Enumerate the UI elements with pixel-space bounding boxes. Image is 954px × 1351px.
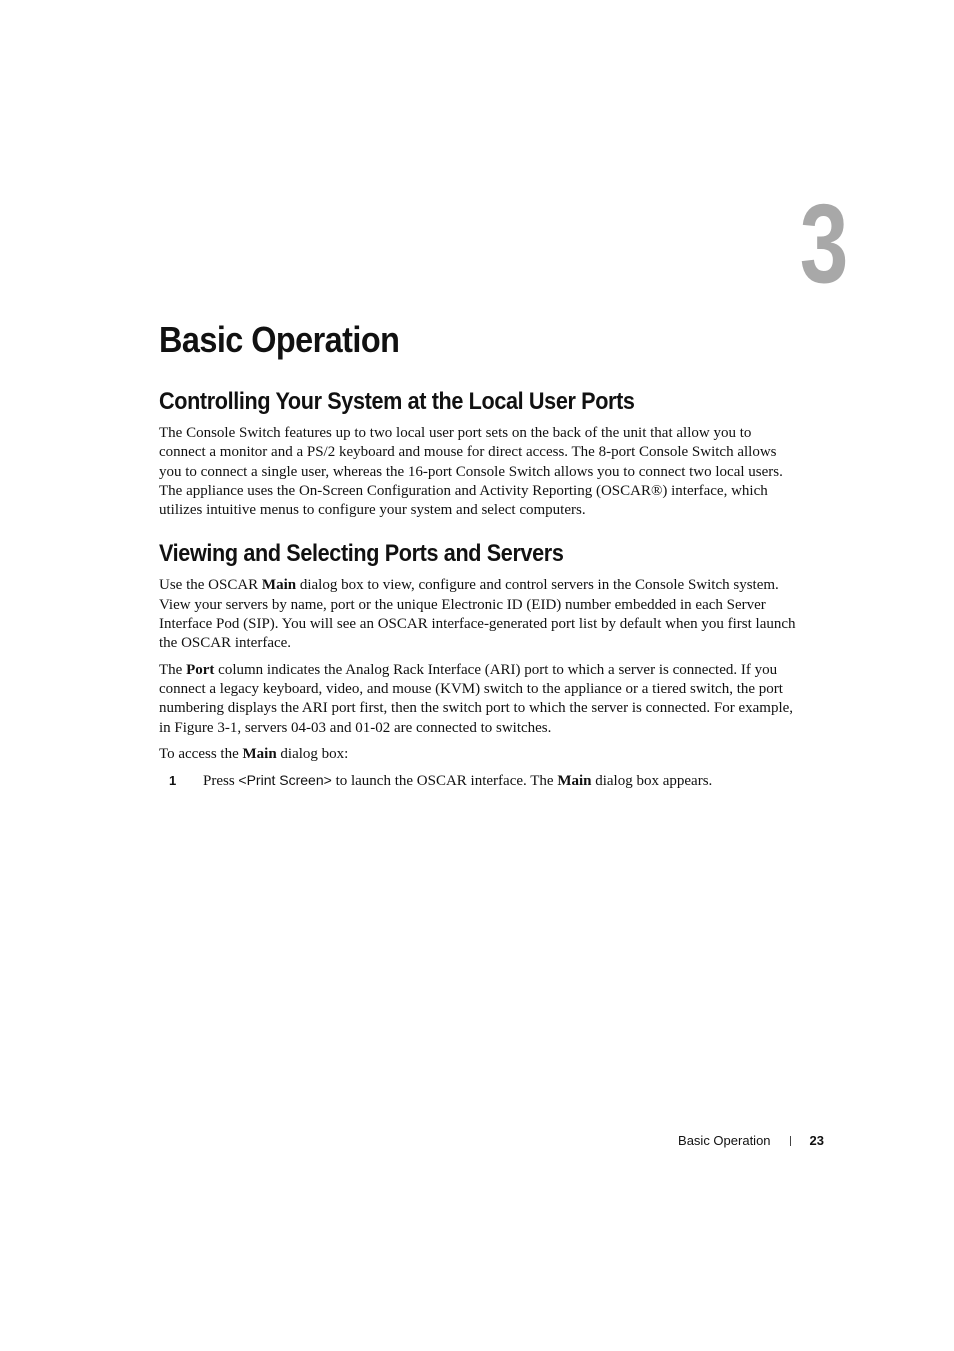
- ui-term-port: Port: [186, 661, 215, 678]
- list-item: [159, 771, 799, 791]
- text-run: column indicates the Analog Rack Interface (ARI) port to which a server is connected. If you connect a legacy keyboard, video, and mouse (KVM) switch to the appliance or a tiered switch, the port numbering displays the ARI port first, then the switch port to which the server is connected. For example, in Figure 3-1, servers 04-03 and 01-02 are connected to switches.: [159, 661, 794, 736]
- page-footer: [678, 1130, 824, 1152]
- body-paragraph: [159, 576, 799, 653]
- step-text: [203, 771, 712, 791]
- chapter-number: 3: [799, 181, 848, 306]
- ui-term-main: Main: [261, 577, 297, 594]
- chapter-title: Basic Operation: [159, 319, 400, 360]
- section-heading: Viewing and Selecting Ports and Servers: [159, 540, 564, 568]
- page-number: 23: [809, 1133, 824, 1148]
- text-run: The: [159, 661, 187, 678]
- ui-term-main: Main: [242, 745, 277, 762]
- steps-list: [159, 771, 799, 791]
- text-run: dialog box:: [276, 745, 349, 762]
- page-content: [159, 386, 799, 791]
- text-run: dialog box appears.: [591, 773, 713, 790]
- text-run: to launch the OSCAR interface. The: [331, 773, 558, 790]
- footer-divider: [790, 1136, 791, 1146]
- key-print-screen: <Print Screen>: [238, 772, 332, 789]
- section-viewing-ports: [159, 538, 799, 791]
- footer-chapter-title: Basic Operation: [678, 1133, 771, 1148]
- step-number: 1: [169, 773, 177, 789]
- section-local-user-ports: [159, 386, 799, 520]
- body-paragraph: [159, 661, 799, 738]
- ui-term-main: Main: [557, 773, 592, 790]
- text-run: Press: [203, 773, 239, 790]
- text-run: Use the OSCAR: [159, 577, 262, 594]
- body-paragraph: The Console Switch features up to two local user port sets on the back of the unit that allow you to connect a monitor and a PS/2 keyboard and mouse for direct access. The 8-port Console Switch allows you to connect a single user, whereas the 16-port Console Switch allows you to connect two local users. The appliance uses the On-Screen Configuration and Activity Reporting (OSCAR®) interface, which utilizes intuitive menus to configure your system and select computers.: [159, 425, 783, 519]
- text-run: dialog box to view, configure and control servers in the Console Switch system. View your servers by name, port or the unique Electronic ID (EID) number embedded in each Server Interface Pod (SIP). You will see an OSCAR interface-generated port list by default when you first launch the OSCAR interface.: [159, 577, 796, 652]
- section-heading: Controlling Your System at the Local User Ports: [159, 388, 635, 415]
- body-paragraph: [159, 745, 799, 764]
- text-run: To access the: [159, 745, 243, 762]
